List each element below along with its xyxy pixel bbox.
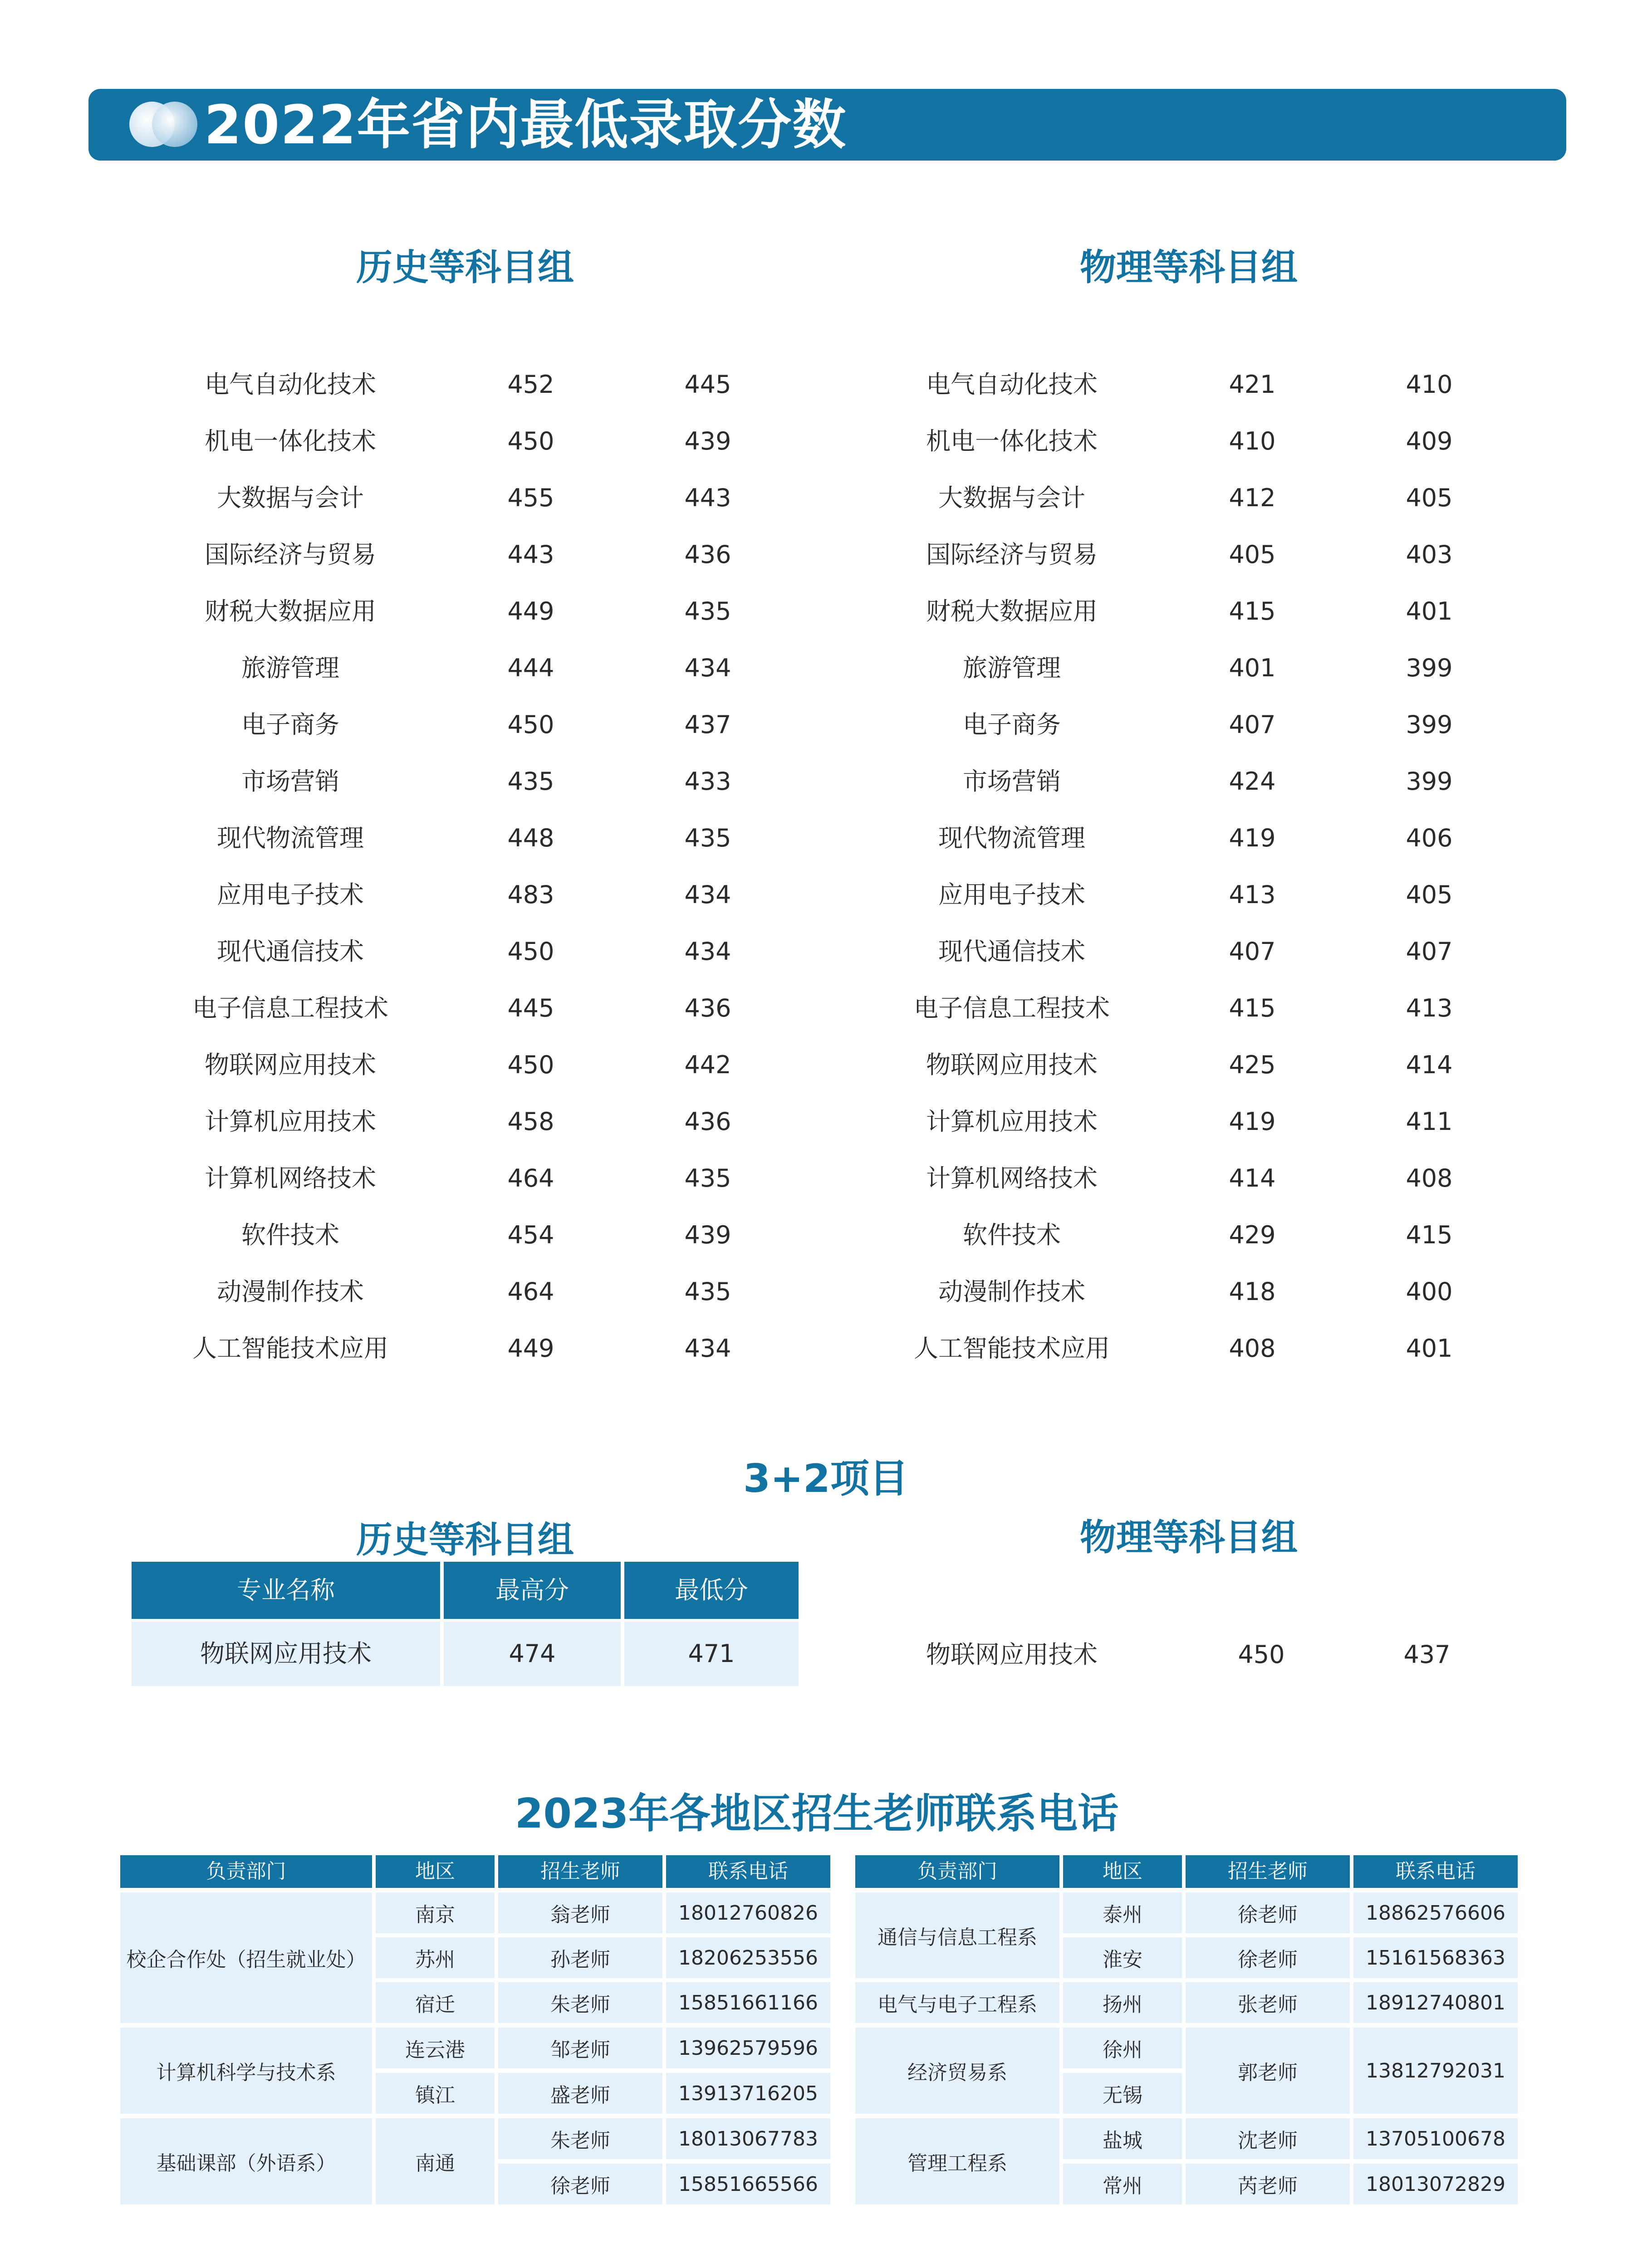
- major-name: 计算机应用技术: [205, 1107, 376, 1136]
- right-teacher-6: 芮老师: [1186, 2164, 1350, 2204]
- max-score: 407: [1229, 710, 1276, 739]
- major-name: 软件技术: [963, 1221, 1061, 1249]
- min-score: 434: [684, 880, 731, 909]
- table-row: [0, 980, 1453, 1036]
- min-score: 399: [1406, 767, 1453, 796]
- right-dept-2: 电气与电子工程系: [855, 1982, 1059, 2023]
- right-teacher-2: 徐老师: [1186, 1937, 1350, 1978]
- right-phone-6[interactable]: 18013072829: [1353, 2164, 1518, 2204]
- major-name: 应用电子技术: [217, 880, 364, 909]
- max-score: 444: [507, 654, 554, 682]
- major-name: 物联网应用技术: [926, 1051, 1098, 1079]
- left-phone-5[interactable]: 13913716205: [666, 2073, 830, 2114]
- right-phone-5[interactable]: 13705100678: [1353, 2118, 1518, 2159]
- right-teacher-3: 张老师: [1186, 1982, 1350, 2023]
- left-dept-3: 基础课部（外语系）: [120, 2118, 372, 2204]
- max-score: 450: [507, 427, 554, 455]
- right-teacher-5: 沈老师: [1186, 2118, 1350, 2159]
- left-phone-6[interactable]: 18013067783: [666, 2118, 830, 2159]
- tp-header-min: 最低分: [624, 1562, 799, 1619]
- min-score: 405: [1406, 484, 1453, 512]
- table-row: [0, 640, 1453, 696]
- table-row: [0, 810, 1453, 866]
- min-score: 439: [684, 427, 731, 455]
- max-score: 443: [507, 540, 554, 569]
- left-teacher-2: 孙老师: [498, 1937, 662, 1978]
- right-dept-3: 经济贸易系: [855, 2028, 1059, 2114]
- major-name: 国际经济与贸易: [926, 540, 1098, 569]
- major-name: 旅游管理: [241, 654, 339, 682]
- tp-physics-min: 437: [1403, 1640, 1451, 1669]
- left-region-1: 南京: [376, 1892, 495, 1933]
- min-score: 443: [684, 484, 731, 512]
- max-score: 415: [1229, 597, 1276, 626]
- left-region-5: 镇江: [376, 2073, 495, 2114]
- tp-physics-major: 物联网应用技术: [926, 1640, 1098, 1669]
- max-score: 445: [507, 994, 554, 1022]
- min-score: 433: [684, 767, 731, 796]
- min-score: 403: [1406, 540, 1453, 569]
- min-score: 434: [684, 654, 731, 682]
- circle-decoration-icon: [152, 102, 197, 147]
- left-header-teacher: 招生老师: [498, 1855, 662, 1888]
- right-header-phone: 联系电话: [1353, 1855, 1518, 1888]
- min-score: 408: [1406, 1164, 1453, 1193]
- major-name: 国际经济与贸易: [205, 540, 376, 569]
- left-dept-1: 校企合作处（招生就业处）: [120, 1892, 372, 2023]
- min-score: 439: [684, 1221, 731, 1249]
- major-name: 电气自动化技术: [205, 370, 376, 399]
- min-score: 435: [684, 824, 731, 852]
- left-header-department: 负责部门: [120, 1855, 372, 1888]
- left-region-3: 宿迁: [376, 1982, 495, 2023]
- title-banner: [88, 89, 1566, 161]
- min-score: 410: [1406, 370, 1453, 399]
- max-score: 418: [1229, 1277, 1276, 1306]
- table-row: [0, 1150, 1453, 1207]
- max-score: 401: [1229, 654, 1276, 682]
- major-name: 财税大数据应用: [926, 597, 1098, 626]
- min-score: 415: [1406, 1221, 1453, 1249]
- right-phone-1[interactable]: 18862576606: [1353, 1892, 1518, 1933]
- right-region-1: 泰州: [1063, 1892, 1182, 1933]
- physics-group-heading: 物理等科目组: [1080, 246, 1298, 288]
- min-score: 399: [1406, 654, 1453, 682]
- major-name: 软件技术: [241, 1221, 339, 1249]
- tp-history-major: 物联网应用技术: [132, 1622, 440, 1686]
- major-name: 电子信息工程技术: [192, 994, 388, 1022]
- min-score: 445: [684, 370, 731, 399]
- major-name: 现代通信技术: [938, 937, 1085, 966]
- max-score: 450: [507, 710, 554, 739]
- min-score: 434: [684, 1334, 731, 1363]
- max-score: 413: [1229, 880, 1276, 909]
- max-score: 455: [507, 484, 554, 512]
- major-name: 电子信息工程技术: [914, 994, 1110, 1022]
- right-region-6: 盐城: [1063, 2118, 1182, 2159]
- min-score: 401: [1406, 597, 1453, 626]
- tp-header-major: 专业名称: [132, 1562, 440, 1619]
- left-header-phone: 联系电话: [666, 1855, 830, 1888]
- left-phone-7[interactable]: 15851665566: [666, 2164, 830, 2204]
- max-score: 464: [507, 1164, 554, 1193]
- right-phone-3[interactable]: 18912740801: [1353, 1982, 1518, 2023]
- min-score: 414: [1406, 1051, 1453, 1079]
- max-score: 415: [1229, 994, 1276, 1022]
- min-score: 405: [1406, 880, 1453, 909]
- left-teacher-5: 盛老师: [498, 2073, 662, 2114]
- major-name: 电子商务: [963, 710, 1061, 739]
- right-header-department: 负责部门: [855, 1855, 1059, 1888]
- min-score: 434: [684, 937, 731, 966]
- min-score: 409: [1406, 427, 1453, 455]
- min-score: 437: [684, 710, 731, 739]
- left-teacher-7: 徐老师: [498, 2164, 662, 2204]
- major-name: 现代物流管理: [217, 824, 364, 852]
- table-row: [0, 923, 1453, 980]
- min-score: 436: [684, 994, 731, 1022]
- major-name: 大数据与会计: [938, 484, 1085, 512]
- right-region-4: 徐州: [1063, 2028, 1182, 2068]
- min-score: 436: [684, 540, 731, 569]
- major-name: 电气自动化技术: [926, 370, 1098, 399]
- left-phone-4[interactable]: 13962579596: [666, 2028, 830, 2068]
- right-dept-1: 通信与信息工程系: [855, 1892, 1059, 1978]
- max-score: 421: [1229, 370, 1276, 399]
- max-score: 452: [507, 370, 554, 399]
- major-name: 财税大数据应用: [205, 597, 376, 626]
- table-row: [0, 469, 1453, 526]
- right-region-5: 无锡: [1063, 2073, 1182, 2114]
- right-phone-4[interactable]: 13812792031: [1353, 2028, 1518, 2114]
- max-score: 449: [507, 1334, 554, 1363]
- min-score: 435: [684, 597, 731, 626]
- table-row: [0, 696, 1453, 753]
- left-phone-2[interactable]: 18206253556: [666, 1937, 830, 1978]
- tp-history-heading: 历史等科目组: [356, 1519, 574, 1561]
- min-score: 406: [1406, 824, 1453, 852]
- tp-header-max: 最高分: [444, 1562, 621, 1619]
- left-region-2: 苏州: [376, 1937, 495, 1978]
- max-score: 454: [507, 1221, 554, 1249]
- max-score: 425: [1229, 1051, 1276, 1079]
- major-name: 机电一体化技术: [205, 427, 376, 455]
- max-score: 483: [507, 880, 554, 909]
- table-row: [0, 1036, 1453, 1093]
- max-score: 412: [1229, 484, 1276, 512]
- max-score: 407: [1229, 937, 1276, 966]
- min-score: 399: [1406, 710, 1453, 739]
- left-region-4: 连云港: [376, 2028, 495, 2068]
- table-row: [0, 1207, 1453, 1263]
- right-header-teacher: 招生老师: [1186, 1855, 1350, 1888]
- major-name: 人工智能技术应用: [914, 1334, 1110, 1363]
- left-teacher-4: 邹老师: [498, 2028, 662, 2068]
- max-score: 414: [1229, 1164, 1276, 1193]
- max-score: 405: [1229, 540, 1276, 569]
- major-name: 现代物流管理: [938, 824, 1085, 852]
- right-teacher-1: 徐老师: [1186, 1892, 1350, 1933]
- table-row: [0, 1093, 1453, 1150]
- max-score: 408: [1229, 1334, 1276, 1363]
- left-region-6: 南通: [376, 2118, 495, 2204]
- tp-physics-max: 450: [1238, 1640, 1285, 1669]
- major-name: 动漫制作技术: [217, 1277, 364, 1306]
- right-phone-2[interactable]: 15161568363: [1353, 1937, 1518, 1978]
- max-score: 448: [507, 824, 554, 852]
- major-name: 大数据与会计: [217, 484, 364, 512]
- min-score: 442: [684, 1051, 731, 1079]
- left-teacher-1: 翁老师: [498, 1892, 662, 1933]
- max-score: 464: [507, 1277, 554, 1306]
- major-name: 动漫制作技术: [938, 1277, 1085, 1306]
- max-score: 410: [1229, 427, 1276, 455]
- history-group-heading: 历史等科目组: [356, 246, 574, 288]
- table-row: [0, 1263, 1453, 1320]
- table-row: [0, 413, 1453, 469]
- major-name: 计算机网络技术: [926, 1164, 1098, 1193]
- max-score: 449: [507, 597, 554, 626]
- major-name: 旅游管理: [963, 654, 1061, 682]
- right-region-7: 常州: [1063, 2164, 1182, 2204]
- max-score: 429: [1229, 1221, 1276, 1249]
- right-dept-4: 管理工程系: [855, 2118, 1059, 2204]
- major-name: 市场营销: [241, 767, 339, 796]
- max-score: 419: [1229, 824, 1276, 852]
- left-dept-2: 计算机科学与技术系: [120, 2028, 372, 2114]
- min-score: 411: [1406, 1107, 1453, 1136]
- table-row: [0, 866, 1453, 923]
- table-row: [0, 583, 1453, 640]
- major-name: 计算机应用技术: [926, 1107, 1098, 1136]
- contacts-title: 2023年各地区招生老师联系电话: [515, 1790, 1119, 1838]
- tp-physics-heading: 物理等科目组: [1080, 1516, 1298, 1559]
- major-name: 计算机网络技术: [205, 1164, 376, 1193]
- right-region-2: 淮安: [1063, 1937, 1182, 1978]
- max-score: 435: [507, 767, 554, 796]
- max-score: 450: [507, 1051, 554, 1079]
- min-score: 401: [1406, 1334, 1453, 1363]
- tp-history-min: 471: [624, 1622, 799, 1686]
- major-name: 人工智能技术应用: [192, 1334, 388, 1363]
- major-name: 物联网应用技术: [205, 1051, 376, 1079]
- min-score: 435: [684, 1164, 731, 1193]
- right-region-3: 扬州: [1063, 1982, 1182, 2023]
- max-score: 450: [507, 937, 554, 966]
- three-plus-two-title: 3+2项目: [743, 1456, 908, 1501]
- table-row: [0, 1320, 1453, 1377]
- table-row: [0, 356, 1453, 413]
- min-score: 400: [1406, 1277, 1453, 1306]
- table-row: [0, 753, 1453, 810]
- min-score: 435: [684, 1277, 731, 1306]
- min-score: 413: [1406, 994, 1453, 1022]
- left-phone-3[interactable]: 15851661166: [666, 1982, 830, 2023]
- right-teacher-4: 郭老师: [1186, 2028, 1350, 2114]
- max-score: 458: [507, 1107, 554, 1136]
- table-row: [0, 526, 1453, 583]
- right-header-region: 地区: [1063, 1855, 1182, 1888]
- banner-title: 2022年省内最低录取分数: [204, 93, 847, 156]
- max-score: 424: [1229, 767, 1276, 796]
- left-phone-1[interactable]: 18012760826: [666, 1892, 830, 1933]
- major-name: 电子商务: [241, 710, 339, 739]
- left-teacher-6: 朱老师: [498, 2118, 662, 2159]
- min-score: 407: [1406, 937, 1453, 966]
- major-name: 机电一体化技术: [926, 427, 1098, 455]
- major-name: 市场营销: [963, 767, 1061, 796]
- left-header-region: 地区: [376, 1855, 495, 1888]
- left-teacher-3: 朱老师: [498, 1982, 662, 2023]
- max-score: 419: [1229, 1107, 1276, 1136]
- major-name: 现代通信技术: [217, 937, 364, 966]
- min-score: 436: [684, 1107, 731, 1136]
- major-name: 应用电子技术: [938, 880, 1085, 909]
- tp-history-max: 474: [444, 1622, 621, 1686]
